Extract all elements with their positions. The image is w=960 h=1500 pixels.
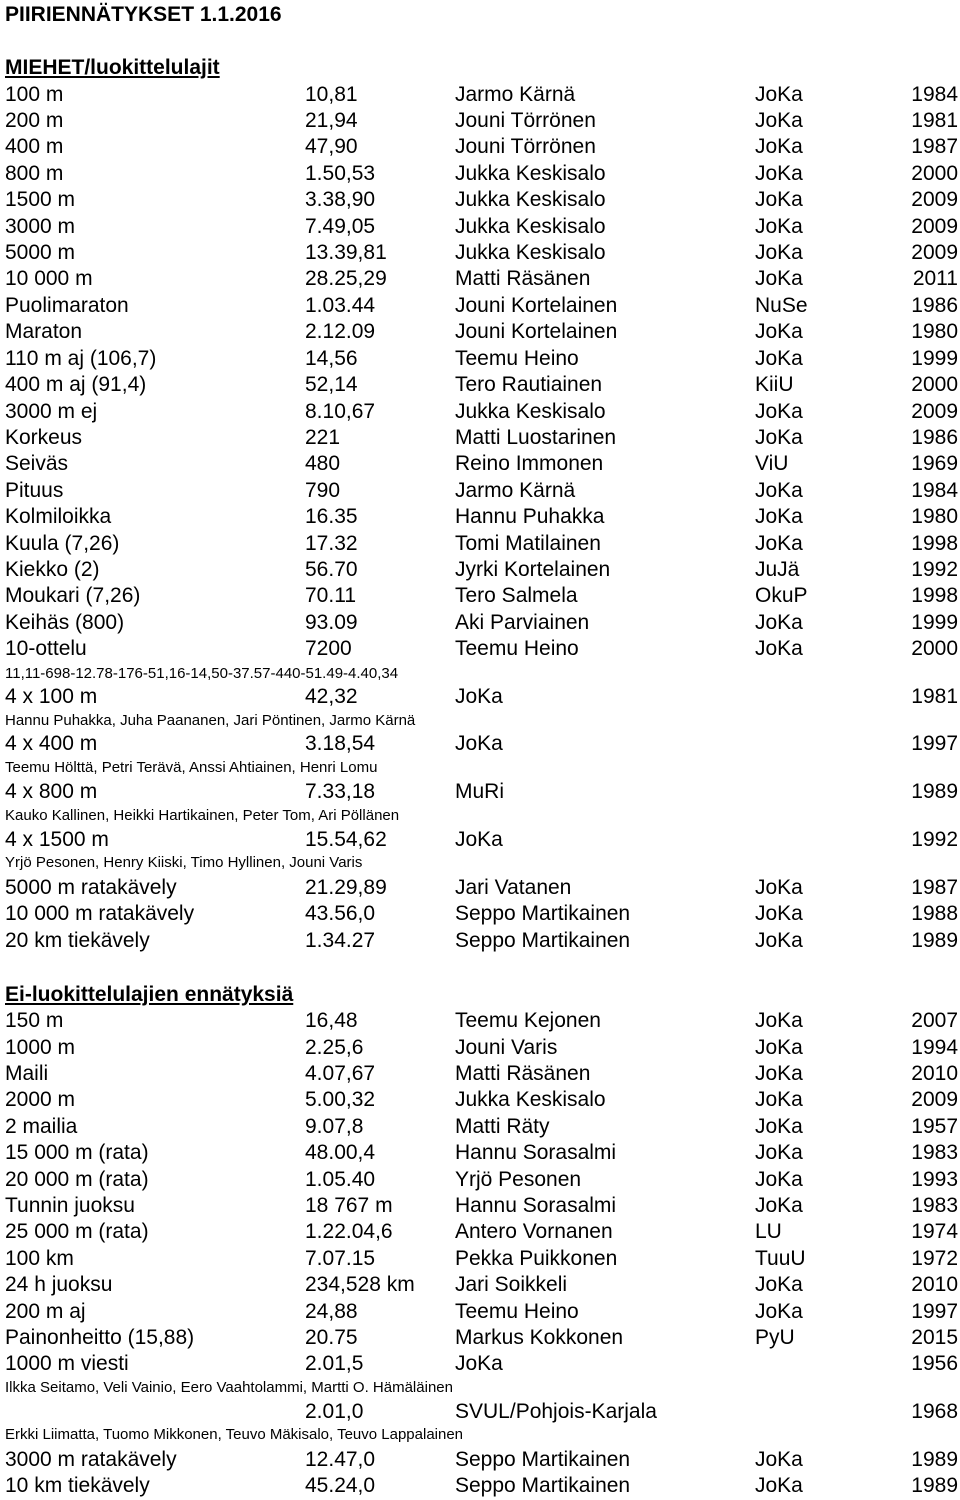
record-row: 400 m 47,90 Jouni Törrönen JoKa 1987 [5,135,958,158]
record-row: Tunnin juoksu 18 767 m Hannu Sorasalmi JoKa 1983 [5,1194,958,1217]
record-row: 200 m 21,94 Jouni Törrönen JoKa 1981 [5,109,958,132]
record-row: 3000 m 7.49,05 Jukka Keskisalo JoKa 2009 [5,215,958,238]
relay-row: 1000 m viesti 2.01,5 JoKa 1956 [5,1352,958,1375]
record-row: Kuula (7,26) 17.32 Tomi Matilainen JoKa 1998 [5,532,958,555]
relay-row: 4 x 100 m 42,32 JoKa 1981 [5,685,958,708]
relay-members: Kauko Kallinen, Heikki Hartikainen, Peter Tom, Ari Pöllänen [5,807,400,824]
record-row: 5000 m 13.39,81 Jukka Keskisalo JoKa 2009 [5,241,958,264]
record-row: 2 mailia 9.07,8 Matti Räty JoKa 1957 [5,1115,958,1138]
page-title: PIIRIENNÄTYKSET 1.1.2016 [5,3,282,26]
record-row: 1000 m 2.25,6 Jouni Varis JoKa 1994 [5,1036,958,1059]
record-row: Maili 4.07,67 Matti Räsänen JoKa 2010 [5,1062,958,1085]
record-row: Maraton 2.12.09 Jouni Kortelainen JoKa 1980 [5,320,958,343]
record-row: 10-ottelu 7200 Teemu Heino JoKa 2000 [5,637,958,660]
relay-members: Yrjö Pesonen, Henry Kiiski, Timo Hyllinen, Jouni Varis [5,854,363,871]
record-row: 25 000 m (rata) 1.22.04,6 Antero Vornanen LU 1974 [5,1220,958,1243]
record-row: 15 000 m (rata) 48.00,4 Hannu Sorasalmi JoKa 1983 [5,1141,958,1164]
record-row: 3000 m ratakävely 12.47,0 Seppo Martikainen JoKa 1989 [5,1448,958,1471]
record-row: 100 m 10,81 Jarmo Kärnä JoKa 1984 [5,83,958,106]
record-row: 3000 m ej 8.10,67 Jukka Keskisalo JoKa 2009 [5,400,958,423]
record-row: Kiekko (2) 56.70 Jyrki Kortelainen JuJä 1992 [5,558,958,581]
decathlon-detail: 11,11-698-12.78-176-51,16-14,50-37.57-440-51.49-4.40,34 [5,665,399,682]
record-row: 2000 m 5.00,32 Jukka Keskisalo JoKa 2009 [5,1088,958,1111]
relay-row: 2.01,0 SVUL/Pohjois-Karjala 1968 [305,1400,958,1423]
record-row: 10 km tiekävely 45.24,0 Seppo Martikainen JoKa 1989 [5,1474,958,1497]
relay-members: Teemu Hölttä, Petri Terävä, Anssi Ahtiainen, Henri Lomu [5,759,378,776]
record-row: Seiväs 480 Reino Immonen ViU 1969 [5,452,958,475]
record-row: 24 h juoksu 234,528 km Jari Soikkeli JoKa 2010 [5,1273,958,1296]
record-row: Puolimaraton 1.03.44 Jouni Kortelainen NuSe 1986 [5,294,958,317]
record-row: Keihäs (800) 93.09 Aki Parviainen JoKa 1999 [5,611,958,634]
relay-row: 4 x 400 m 3.18,54 JoKa 1997 [5,732,958,755]
section-heading-men: MIEHET/luokittelulajit [5,56,220,79]
record-row: 150 m 16,48 Teemu Kejonen JoKa 2007 [5,1009,958,1032]
relay-members: Ilkka Seitamo, Veli Vainio, Eero Vaahtolammi, Martti O. Hämäläinen [5,1379,453,1396]
record-row: Pituus 790 Jarmo Kärnä JoKa 1984 [5,479,958,502]
relay-row: 4 x 1500 m 15.54,62 JoKa 1992 [5,828,958,851]
record-row: 5000 m ratakävely 21.29,89 Jari Vatanen JoKa 1987 [5,876,958,899]
record-row: 10 000 m ratakävely 43.56,0 Seppo Martikainen JoKa 1988 [5,902,958,925]
relay-row: 4 x 800 m 7.33,18 MuRi 1989 [5,780,958,803]
relay-members: Hannu Puhakka, Juha Paananen, Jari Pöntinen, Jarmo Kärnä [5,712,416,729]
record-row: 20 000 m (rata) 1.05.40 Yrjö Pesonen JoKa 1993 [5,1168,958,1191]
record-row: 400 m aj (91,4) 52,14 Tero Rautiainen KiiU 2000 [5,373,958,396]
record-row: 20 km tiekävely 1.34.27 Seppo Martikainen JoKa 1989 [5,929,958,952]
record-row: Korkeus 221 Matti Luostarinen JoKa 1986 [5,426,958,449]
record-row: 1500 m 3.38,90 Jukka Keskisalo JoKa 2009 [5,188,958,211]
record-row: Kolmiloikka 16.35 Hannu Puhakka JoKa 1980 [5,505,958,528]
relay-members: Erkki Liimatta, Tuomo Mikkonen, Teuvo Mäkisalo, Teuvo Lappalainen [5,1426,464,1443]
record-row: 100 km 7.07.15 Pekka Puikkonen TuuU 1972 [5,1247,958,1270]
record-row: Painonheitto (15,88) 20.75 Markus Kokkonen PyU 2015 [5,1326,958,1349]
record-row: 110 m aj (106,7) 14,56 Teemu Heino JoKa 1999 [5,347,958,370]
section-heading-other: Ei-luokittelulajien ennätyksiä [5,983,294,1006]
record-row: 200 m aj 24,88 Teemu Heino JoKa 1997 [5,1300,958,1323]
record-row: 800 m 1.50,53 Jukka Keskisalo JoKa 2000 [5,162,958,185]
record-row: 10 000 m 28.25,29 Matti Räsänen JoKa 2011 [5,267,958,290]
record-row: Moukari (7,26) 70.11 Tero Salmela OkuP 1998 [5,584,958,607]
